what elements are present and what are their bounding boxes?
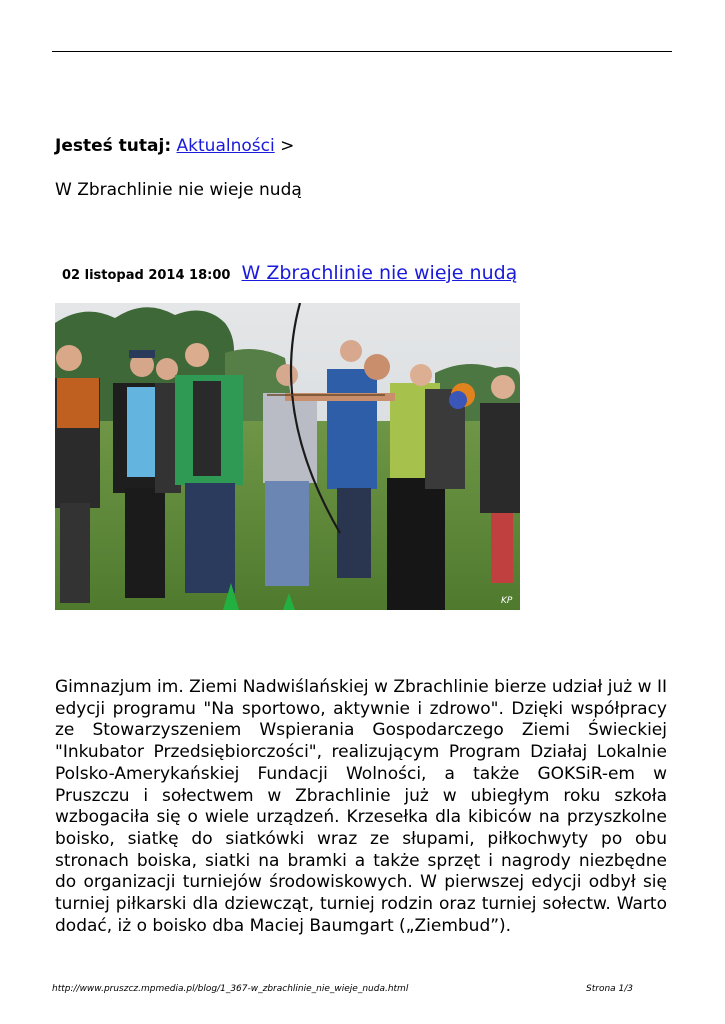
top-rule <box>52 51 672 52</box>
article-title-link[interactable]: W Zbrachlinie nie wieje nudą <box>241 262 518 284</box>
article-photo <box>55 303 520 610</box>
footer-url: http://www.pruszcz.mpmedia.pl/blog/1_367-w_zbrachlinie_nie_wieje_nuda.html <box>52 984 409 994</box>
breadcrumb-label: Jesteś tutaj: <box>55 136 172 156</box>
breadcrumb <box>55 134 294 158</box>
article-body: Gimnazjum im. Ziemi Nadwiślańskiej w Zbrachlinie bierze udział już w II edycji programu "Na sportowo, aktywnie i zdrowo". Dzięki współpracy ze Stowarzyszeniem Wspierania Gospodarczego Ziemi Świeckiej "Inkubator Przedsiębiorczości", realizującym Program Działaj Lokalnie Polsko-Amerykańskiej Fundacji Wolności, a także GOKSiR-em w Pruszczu i sołectwem w Zbrachlinie już w ubiegłym roku szkoła wzbogaciła się o wiele urządzeń. Krzesełka dla kibiców na przyszkolne boisko, siatkę do siatkówki wraz ze słupami, piłkochwyty po obu stronach boiska, siatki na bramki a także sprzęt i nagrody niezbędne do organizacji turniejów środowiskowych. W pierwszej edycji odbył się turniej piłkarski dla dziewcząt, turniej rodzin oraz turniej sołectw. Warto dodać, iż o boisko dba Maciej Baumgart („Ziembud”). <box>55 677 667 936</box>
breadcrumb-separator: > <box>280 136 295 156</box>
footer-page-number: Strona 1/3 <box>586 984 634 994</box>
article-date: 02 listopad 2014 18:00 <box>62 268 231 283</box>
breadcrumb-link-aktualnosci[interactable]: Aktualności <box>176 136 275 156</box>
photo-watermark: KP <box>501 596 513 606</box>
article-meta <box>62 262 517 292</box>
page-title: W Zbrachlinie nie wieje nudą <box>55 180 302 200</box>
